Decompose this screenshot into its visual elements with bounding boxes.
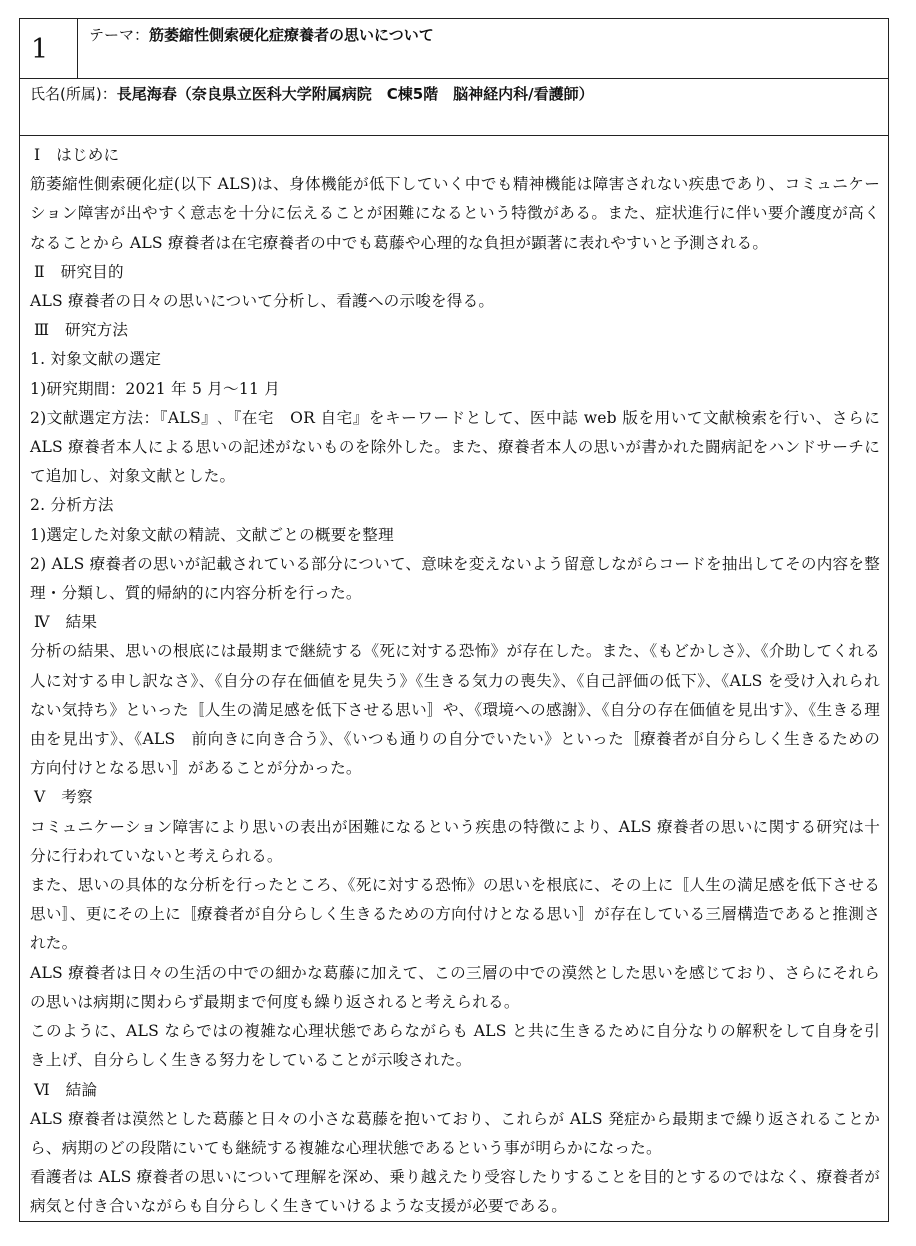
purpose-paragraph: ALS 療養者の日々の思いについて分析し、看護への示唆を得る。 [30,292,495,311]
results-paragraph: 分析の結果、思いの根底には最期まで継続する《死に対する恐怖》が存在した。また、《もどかしさ》、《介助してくれる人に対する申し訳なさ》、《自分の存在価値を見失う》《生きる気力の喪失》、《自己評価の低下》、《ALS を受け入れられない気持ち》といった〚人生の満足感を低下させる思い〛や、《環境への感謝》、《自分の存在価値を見出す》、《生きる理由を見出す》、《ALS 前向きに向き合う》、《いつも通りの自分でいたい》といった〚療養者が自分らしく生きるための方向付けとなる思い〛があることが分かった。 [30,642,880,778]
method-period: 1)研究期間：2021 年 5 月～11 月 [30,379,281,398]
abstract-body [20,137,888,1222]
method-analysis-step2: 2) ALS 療養者の思いが記載されている部分について、意味を変えないよう留意しながらコードを抽出してその内容を整理・分類し、質的帰納的に内容分析を行った。 [30,554,880,603]
theme-title: 筋萎縮性側索硬化症療養者の思いについて [149,26,434,44]
abstract-frame [19,18,889,1222]
method-analysis-step1: 1)選定した対象文献の精読、文献ごとの概要を整理 [30,525,394,544]
discussion-paragraph-1: コミュニケーション障害により思いの表出が困難になるという疾患の特徴により、ALS 療養者の思いに関する研究は十分に行われていないと考えられる。 [30,817,880,865]
section-heading-method: Ⅲ 研究方法 [34,321,129,340]
introduction-paragraph: 筋萎縮性側索硬化症(以下 ALS)は、身体機能が低下していく中でも精神機能は障害されない疾患であり、コミュニケーション障害が出やすく意志を十分に伝えることが困難になるという特徴がある。また、症状進行に伴い要介護度が高くなることから ALS 療養者は在宅療養者の中でも葛藤や心理的な負担が顕著に表れやすいと予測される。 [30,175,880,252]
author-label: 氏名(所属)： [30,85,117,103]
discussion-paragraph-3: ALS 療養者は日々の生活の中での細かな葛藤に加えて、この三層の中での漠然とした思いを感じており、さらにそれらの思いは病期に関わらず最期まで何度も繰り返されると考えられる。 [30,963,880,1011]
method-subheading-analysis: 2. 分析方法 [30,496,114,515]
method-subheading-selection: 1. 対象文献の選定 [30,350,161,369]
author-row [20,79,888,136]
theme-cell [78,19,888,78]
author-value: 長尾海春（奈良県立医科大学附属病院 C棟5階 脳神経内科/看護師） [116,85,594,103]
conclusion-paragraph-2: 看護者は ALS 療養者の思いについて理解を深め、乗り越えたり受容したりすることを目的とするのではなく、療養者が病気と付き合いながらも自分らしく生きていけるような支援が必要である。 [30,1168,880,1216]
discussion-paragraph-2: また、思いの具体的な分析を行ったところ、《死に対する恐怖》の思いを根底に、その上に〚人生の満足感を低下させる思い〛、更にその上に〚療養者が自分らしく生きるための方向付けとなる思い〛が存在している三層構造であると推測された。 [30,876,880,953]
section-heading-discussion: Ⅴ 考察 [34,788,93,807]
abstract-number: 1 [20,19,78,78]
theme-label: テーマ： [89,26,150,44]
section-heading-results: Ⅳ 結果 [34,613,98,632]
section-heading-conclusion: Ⅵ 結論 [34,1080,98,1099]
section-heading-introduction: Ⅰ はじめに [34,146,120,164]
section-heading-purpose: Ⅱ 研究目的 [34,262,124,281]
method-selection-paragraph: 2)文献選定方法：『ALS』､『在宅 OR 自宅』をキーワードとして、医中誌 web 版を用いて文献検索を行い、さらに ALS 療養者本人による思いの記述がないものを除外した。また、療養者本人の思いが書かれた闘病記をハンドサーチにて追加し、対象文献とした。 [30,408,880,486]
discussion-paragraph-4: このように、ALS ならではの複雑な心理状態であらながらも ALS と共に生きるために自分なりの解釈をして自身を引き上げ、自分らしく生きる努力をしていることが示唆された。 [30,1022,880,1070]
title-row [20,19,888,79]
conclusion-paragraph-1: ALS 療養者は漠然とした葛藤と日々の小さな葛藤を抱いており、これらが ALS 発症から最期まで繰り返されることから、病期のどの段階にいても継続する複雑な心理状態であるという事が明らかになった。 [30,1109,880,1157]
